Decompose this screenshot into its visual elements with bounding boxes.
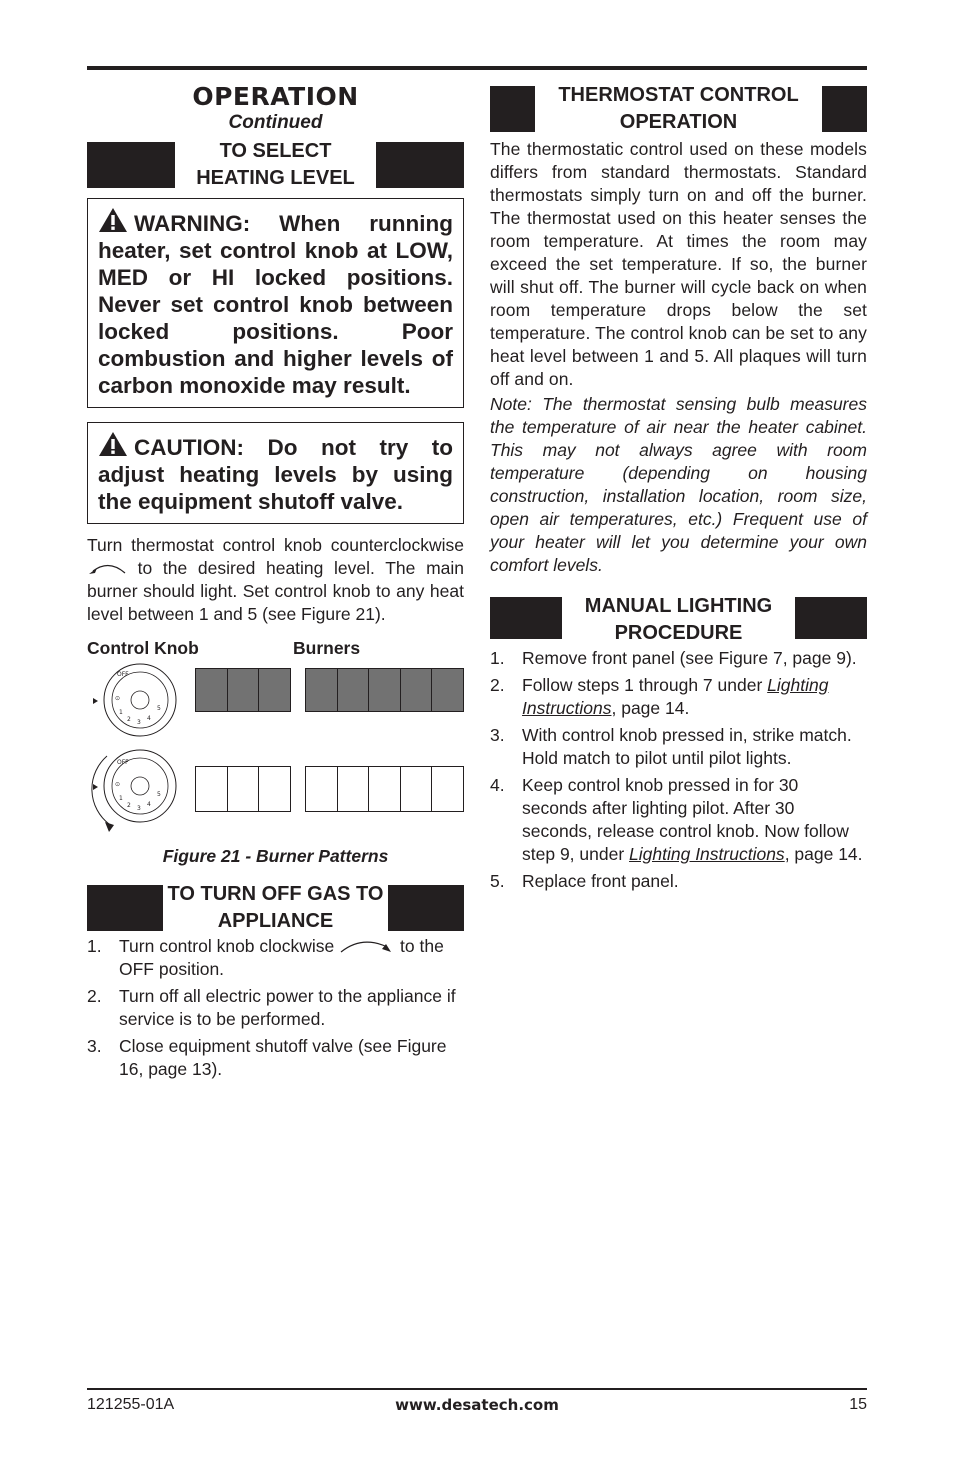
warning-box (87, 198, 464, 408)
list-item: 4. Keep control knob pressed in for 30 seconds after lighting pilot. After 30 seconds, release control knob. Now follow step 9, under Lighting Instructions, page 14. (490, 775, 863, 864)
svg-text:3: 3 (137, 719, 141, 726)
heading-text: TO TURN OFF GAS TO APPLIANCE (167, 883, 384, 932)
warning-text: WARNING: When running heater, set control knob at LOW, MED or HI locked positions. Never set control knob between locked positions. Poor combustion and higher levels of carbon monoxide may result. (98, 211, 453, 398)
list-item: 1. Remove front panel (see Figure 7, page 9). (490, 648, 857, 668)
svg-text:5: 5 (157, 705, 161, 712)
doc-number: 121255-01A (87, 1396, 175, 1413)
list-item: 5. Replace front panel. (490, 871, 679, 891)
list-item: 3. Close equipment shutoff valve (see Figure 16, page 13). (87, 1036, 447, 1079)
svg-text:⊙: ⊙ (115, 781, 121, 788)
list-item: 2. Follow steps 1 through 7 under Lighting Instructions, page 14. (490, 675, 829, 718)
svg-text:2: 2 (127, 716, 131, 723)
heading-text: THERMOSTAT CONTROL OPERATION (558, 84, 799, 133)
select-paragraph: Turn thermostat control knob counterclockwise to the desired heating level. The main burner should light. Set control knob to any heat level between 1 and 5 (see Figure 21). (87, 535, 464, 624)
caution-box (87, 422, 464, 524)
svg-text:4: 4 (147, 715, 151, 722)
turn-off-steps (87, 935, 464, 1081)
svg-text:3: 3 (137, 805, 141, 812)
list-item: 1. Turn control knob clockwise to the OFF position. (87, 936, 444, 979)
svg-text:1: 1 (119, 795, 123, 802)
thermostat-note: Note: The thermostat sensing bulb measures the temperature of air near the heater cabinet. This may not always agree with room temperature (depending on housing construction, installation location, room size, open air temperatures, etc.) Frequent use of your heater will let you determine your own comfort levels. (490, 394, 867, 575)
list-item: 3. With control knob pressed in, strike match. Hold match to pilot until pilot lights. (490, 725, 852, 768)
svg-text:5: 5 (157, 791, 161, 798)
caution-text: CAUTION: Do not try to adjust heating levels by using the equipment shutoff valve. (98, 435, 453, 514)
lighting-instructions-ref: Lighting Instructions (629, 844, 785, 864)
control-knob-icon-1 (87, 662, 187, 746)
caution-icon (98, 431, 128, 457)
heading-text: TO SELECT HEATING LEVEL (196, 140, 355, 189)
svg-text:1: 1 (119, 709, 123, 716)
heading-text: MANUAL LIGHTING PROCEDURE (584, 595, 773, 644)
section-heading-turn-off-gas (87, 885, 464, 931)
right-column (490, 86, 867, 897)
website: www.desatech.com (395, 1396, 559, 1414)
section-heading-select-level (87, 142, 464, 188)
page-number: 15 (849, 1396, 867, 1413)
figure-caption: Figure 21 - Burner Patterns (162, 846, 389, 866)
lighting-instructions-ref: Lighting Instructions (522, 675, 829, 718)
svg-text:⊙: ⊙ (115, 695, 121, 702)
svg-text:OFF: OFF (117, 671, 129, 678)
control-knob-icon-2 (87, 746, 187, 838)
left-column (87, 80, 464, 1085)
burner-large-off (305, 766, 464, 812)
manual-lighting-steps (490, 647, 867, 893)
section-heading-thermostat (490, 86, 867, 132)
label-burners: Burners (293, 638, 361, 658)
section-heading-manual-lighting (490, 595, 867, 644)
label-control-knob: Control Knob (87, 638, 199, 658)
svg-text:OFF: OFF (117, 759, 129, 766)
page-subtitle: Continued (228, 112, 323, 133)
warning-icon (98, 207, 128, 233)
burner-small-off (195, 766, 291, 812)
footer-rule (87, 1388, 867, 1390)
counterclockwise-arrow-icon (87, 561, 127, 575)
burner-large-lit (305, 668, 464, 712)
figure-21 (87, 638, 464, 838)
thermostat-paragraph: The thermostatic control used on these models differs from standard thermostats. Standard thermostats simply turn on and off the burner. The thermostat used on this heater senses the room temperature. At times the room may exceed the set temperature. If so, the burner will shut off. The burner will cycle back on when room temperature drops below the set temperature. The control knob can be set to any heat level between 1 and 5. All plaques will turn off and on. (490, 139, 867, 389)
top-rule (87, 66, 867, 70)
svg-text:2: 2 (127, 802, 131, 809)
list-item: 2. Turn off all electric power to the appliance if service is to be performed. (87, 986, 456, 1029)
burner-small-lit (195, 668, 291, 712)
clockwise-arrow-icon (339, 938, 395, 954)
svg-text:4: 4 (147, 801, 151, 808)
page-title: OPERATION (192, 82, 359, 111)
